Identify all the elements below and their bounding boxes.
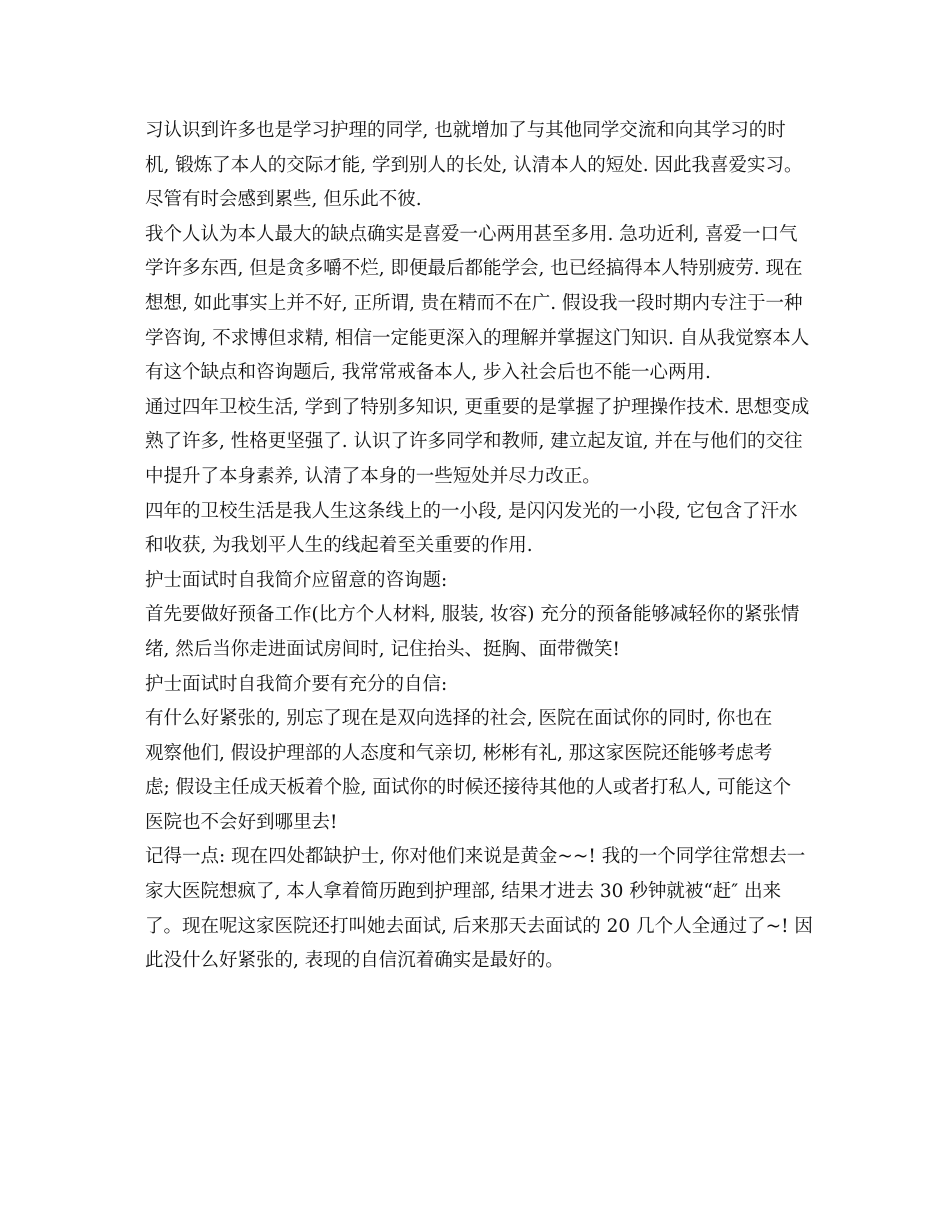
text-line-11: 中提升了本身素养, 认清了本身的一些短处并尽力改正。 [145,465,601,487]
text-line-22: 记得一点: 现在四处都缺护士, 你对他们来说是黄金~~! 我的一个同学往常想去一 [145,846,806,868]
text-line-19: 观察他们, 假设护理部的人态度和气亲切, 彬彬有礼, 那这家医院还能够考虑考 [145,742,773,764]
text-line-21: 医院也不会好到哪里去! [145,811,338,833]
text-line-10: 熟了许多, 性格更坚强了. 认识了许多同学和教师, 建立起友谊, 并在与他们的交往 [145,431,803,453]
text-line-9: 通过四年卫校生活, 学到了特别多知识, 更重要的是掌握了护理操作技术. 思想变成 [145,396,810,418]
text-line-16: 绪, 然后当你走进面试房间时, 记住抬头、挺胸、面带微笑! [145,638,620,660]
text-line-24: 了。现在呢这家医院还打叫她去面试, 后来那天去面试的 20 几个人全通过了~! 因 [145,915,813,937]
text-line-14: 护士面试时自我简介应留意的咨询题: [145,569,448,591]
text-line-5: 学许多东西, 但是贪多嚼不烂, 即便最后都能学会, 也已经搞得本人特别疲劳. 现在 [145,258,803,280]
document-body [145,114,813,979]
text-line-18: 有什么好紧张的, 别忘了现在是双向选择的社会, 医院在面试你的同时, 你也在 [145,708,773,730]
text-line-20: 虑; 假设主任成天板着个脸, 面试你的时候还接待其他的人或者打私人, 可能这个 [145,777,792,799]
text-line-13: 和收获, 为我划平人生的线起着至关重要的作用. [145,535,533,557]
text-line-2: 机, 锻炼了本人的交际才能, 学到别人的长处, 认清本人的短处. 因此我喜爱实习。 [145,154,803,176]
text-line-23: 家大医院想疯了, 本人拿着简历跑到护理部, 结果才进去 30 秒钟就被“赶″ 出来 [145,881,782,903]
text-line-1: 习认识到许多也是学习护理的同学, 也就增加了与其他同学交流和向其学习的时 [145,120,786,141]
text-line-3: 尽管有时会感到累些, 但乐此不彼. [145,189,422,211]
text-line-12: 四年的卫校生活是我人生这条线上的一小段, 是闪闪发光的一小段, 它包含了汗水 [145,500,798,522]
text-line-17: 护士面试时自我简介要有充分的自信: [145,673,448,695]
text-line-15: 首先要做好预备工作(比方个人材料, 服装, 妆容) 充分的预备能够减轻你的紧张情 [145,604,800,626]
text-line-25: 此没什么好紧张的, 表现的自信沉着确实是最好的。 [145,950,564,972]
text-line-4: 我个人认为本人最大的缺点确实是喜爱一心两用甚至多用. 急功近利, 喜爱一口气 [145,223,798,245]
text-line-7: 学咨询, 不求博但求精, 相信一定能更深入的理解并掌握这门知识. 自从我觉察本人 [145,327,810,349]
text-line-8: 有这个缺点和咨询题后, 我常常戒备本人, 步入社会后也不能一心两用. [145,362,711,384]
text-line-6: 想想, 如此事实上并不好, 正所谓, 贵在精而不在广. 假设我一段时期内专注于一种 [145,292,803,314]
